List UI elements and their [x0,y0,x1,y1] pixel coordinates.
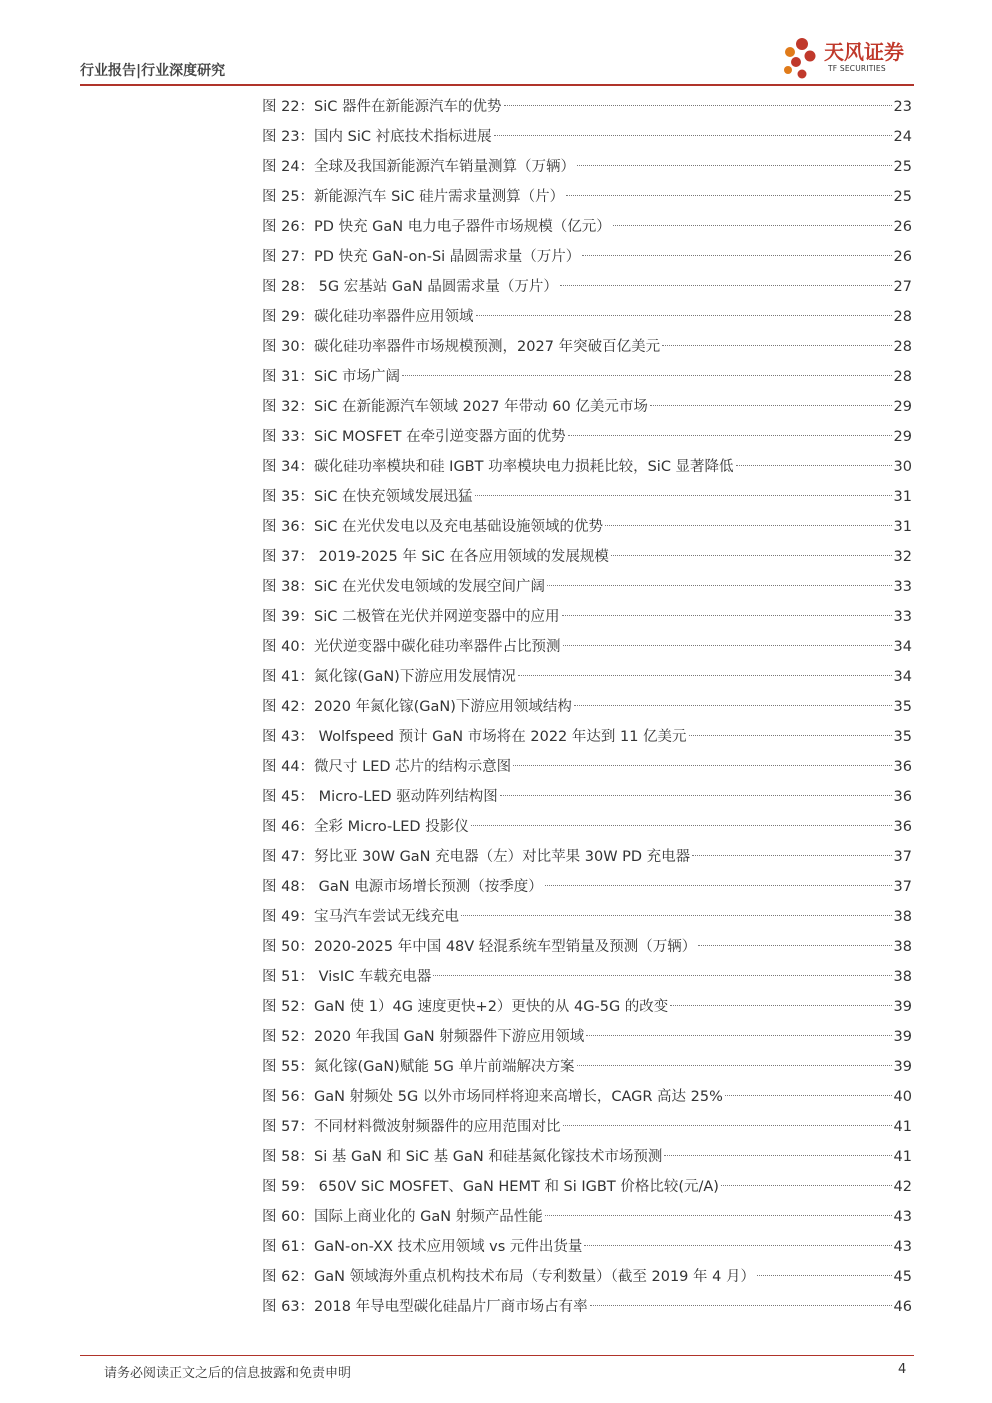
toc-entry-page: 33 [893,609,912,625]
toc-entry[interactable] [262,1022,912,1052]
figure-list [262,92,912,1322]
logo-name: 天风证券 [824,40,904,64]
toc-entry-label: 图 38：SiC 在光伏发电领域的发展空间广阔 [262,579,546,595]
toc-entry-label: 图 30：碳化硅功率器件市场规模预测，2027 年突破百亿美元 [262,339,661,355]
toc-entry[interactable] [262,1052,912,1082]
dot-leader [475,495,892,496]
toc-entry-label: 图 41：氮化镓(GaN)下游应用发展情况 [262,669,516,685]
dot-leader [471,825,892,826]
toc-entry[interactable] [262,902,912,932]
dot-leader [613,225,892,226]
dot-leader [562,615,892,616]
toc-entry[interactable] [262,602,912,632]
dot-leader [736,465,892,466]
toc-entry-label: 图 49：宝马汽车尝试无线充电 [262,909,460,925]
toc-entry-label: 图 63：2018 年导电型碳化硅晶片厂商市场占有率 [262,1299,588,1315]
toc-entry-label: 图 42：2020 年氮化镓(GaN)下游应用领域结构 [262,699,572,715]
dot-leader [500,795,892,796]
toc-entry[interactable] [262,1232,912,1262]
toc-entry-page: 40 [893,1089,912,1105]
toc-entry-page: 36 [893,819,912,835]
toc-entry-page: 26 [893,219,912,235]
toc-entry-label: 图 40：光伏逆变器中碳化硅功率器件占比预测 [262,639,561,655]
toc-entry-page: 24 [893,129,912,145]
toc-entry-page: 43 [893,1209,912,1225]
toc-entry[interactable] [262,242,912,272]
toc-entry-page: 46 [893,1299,912,1315]
header-divider [80,84,914,86]
toc-entry[interactable] [262,752,912,782]
toc-entry[interactable] [262,182,912,212]
dot-leader [721,1185,892,1186]
toc-entry-label: 图 48： GaN 电源市场增长预测（按季度） [262,879,543,895]
toc-entry-page: 25 [893,189,912,205]
dot-leader [563,1125,892,1126]
dot-leader [650,405,892,406]
toc-entry-page: 31 [893,489,912,505]
toc-entry[interactable] [262,1292,912,1322]
toc-entry-label: 图 27：PD 快充 GaN-on-Si 晶圆需求量（万片） [262,249,581,265]
toc-entry-page: 32 [893,549,912,565]
toc-entry[interactable] [262,1142,912,1172]
tf-securities-logo [780,32,920,82]
toc-entry[interactable] [262,842,912,872]
toc-entry-label: 图 25：新能源汽车 SiC 硅片需求量测算（片） [262,189,565,205]
toc-entry[interactable] [262,272,912,302]
toc-entry[interactable] [262,512,912,542]
toc-entry-page: 23 [893,99,912,115]
dot-leader [547,585,892,586]
toc-entry-page: 34 [893,639,912,655]
toc-entry[interactable] [262,992,912,1022]
toc-entry-page: 28 [893,369,912,385]
toc-entry-page: 31 [893,519,912,535]
dot-leader [577,1065,892,1066]
toc-entry[interactable] [262,302,912,332]
toc-entry-label: 图 36：SiC 在光伏发电以及充电基础设施领域的优势 [262,519,604,535]
toc-entry[interactable] [262,632,912,662]
dot-leader [692,855,891,856]
toc-entry-label: 图 61：GaN-on-XX 技术应用领域 vs 元件出货量 [262,1239,583,1255]
toc-entry-page: 29 [893,429,912,445]
dot-leader [582,255,891,256]
dot-leader [757,1275,892,1276]
toc-entry[interactable] [262,452,912,482]
toc-entry-label: 图 60：国际上商业化的 GaN 射频产品性能 [262,1209,543,1225]
petal-logo-icon [780,32,824,82]
toc-entry-label: 图 23：国内 SiC 衬底技术指标进展 [262,129,492,145]
toc-entry[interactable] [262,1112,912,1142]
dot-leader [563,645,892,646]
toc-entry-page: 38 [893,969,912,985]
toc-entry[interactable] [262,692,912,722]
toc-entry-label: 图 45： Micro-LED 驱动阵列结构图 [262,789,498,805]
dot-leader [586,1035,891,1036]
toc-entry-page: 38 [893,939,912,955]
toc-entry-page: 39 [893,1029,912,1045]
dot-leader [461,915,891,916]
toc-entry-page: 35 [893,729,912,745]
dot-leader [504,105,892,106]
toc-entry-page: 42 [893,1179,912,1195]
toc-entry[interactable] [262,482,912,512]
toc-entry-label: 图 58：Si 基 GaN 和 SiC 基 GaN 和硅基氮化镓技术市场预测 [262,1149,663,1165]
toc-entry-page: 28 [893,339,912,355]
dot-leader [689,735,892,736]
toc-entry-label: 图 47：努比亚 30W GaN 充电器（左）对比苹果 30W PD 充电器 [262,849,691,865]
toc-entry-label: 图 51： VisIC 车载充电器 [262,969,432,985]
toc-entry-page: 35 [893,699,912,715]
toc-entry-label: 图 59： 650V SiC MOSFET、GaN HEMT 和 Si IGBT 价格比较(元/A) [262,1179,719,1195]
toc-entry[interactable] [262,782,912,812]
dot-leader [577,165,891,166]
toc-entry-label: 图 62：GaN 领域海外重点机构技术布局（专利数量）（截至 2019 年 4 月） [262,1269,755,1285]
toc-entry-label: 图 50：2020-2025 年中国 48V 轻混系统车型销量及预测（万辆） [262,939,697,955]
toc-entry-label: 图 28： 5G 宏基站 GaN 晶圆需求量（万片） [262,279,558,295]
toc-entry[interactable] [262,422,912,452]
toc-entry-page: 36 [893,759,912,775]
toc-entry[interactable] [262,932,912,962]
toc-entry-label: 图 37： 2019-2025 年 SiC 在各应用领域的发展规模 [262,549,609,565]
toc-entry-label: 图 43： Wolfspeed 预计 GaN 市场将在 2022 年达到 11 亿美元 [262,729,687,745]
toc-entry-label: 图 32：SiC 在新能源汽车领域 2027 年带动 60 亿美元市场 [262,399,648,415]
dot-leader [560,285,892,286]
toc-entry-label: 图 52：GaN 使 1）4G 速度更快+2）更快的从 4G-5G 的改变 [262,999,669,1015]
toc-entry[interactable] [262,332,912,362]
toc-entry-page: 27 [893,279,912,295]
toc-entry-label: 图 31：SiC 市场广阔 [262,369,401,385]
toc-entry[interactable] [262,722,912,752]
toc-entry-label: 图 29：碳化硅功率器件应用领域 [262,309,474,325]
toc-entry-page: 45 [893,1269,912,1285]
toc-entry-page: 26 [893,249,912,265]
report-type-header: 行业报告|行业深度研究 [80,63,226,79]
toc-entry[interactable] [262,1082,912,1112]
footer-disclaimer: 请务必阅读正文之后的信息披露和免责申明 [104,1366,352,1381]
dot-leader [545,1215,892,1216]
dot-leader [402,375,892,376]
toc-entry[interactable] [262,212,912,242]
dot-leader [725,1095,892,1096]
dot-leader [670,1005,891,1006]
toc-entry-page: 43 [893,1239,912,1255]
toc-entry[interactable] [262,542,912,572]
toc-entry[interactable] [262,812,912,842]
toc-entry-label: 图 56：GaN 射频处 5G 以外市场同样将迎来高增长，CAGR 高达 25% [262,1089,723,1105]
toc-entry-page: 30 [893,459,912,475]
dot-leader [590,1305,892,1306]
dot-leader [662,345,891,346]
toc-entry[interactable] [262,1202,912,1232]
toc-entry-page: 38 [893,909,912,925]
dot-leader [494,135,892,136]
footer-divider [80,1355,914,1356]
toc-entry-page: 33 [893,579,912,595]
dot-leader [545,885,892,886]
dot-leader [574,705,892,706]
toc-entry-page: 41 [893,1149,912,1165]
toc-entry-label: 图 55：氮化镓(GaN)赋能 5G 单片前端解决方案 [262,1059,575,1075]
toc-entry-page: 36 [893,789,912,805]
toc-entry[interactable] [262,1172,912,1202]
dot-leader [611,555,892,556]
toc-entry-page: 41 [893,1119,912,1135]
toc-entry-label: 图 24：全球及我国新能源汽车销量测算（万辆） [262,159,576,175]
toc-entry-label: 图 33：SiC MOSFET 在牵引逆变器方面的优势 [262,429,566,445]
toc-entry-label: 图 35：SiC 在快充领域发展迅猛 [262,489,473,505]
dot-leader [433,975,891,976]
toc-entry-page: 37 [893,879,912,895]
logo-subtitle: TF SECURITIES [828,64,886,73]
page-number: 4 [898,1362,907,1377]
dot-leader [513,765,891,766]
toc-entry-label: 图 39：SiC 二极管在光伏并网逆变器中的应用 [262,609,560,625]
toc-entry-label: 图 34：碳化硅功率模块和硅 IGBT 功率模块电力损耗比较，SiC 显著降低 [262,459,734,475]
dot-leader [698,945,891,946]
toc-entry[interactable] [262,1262,912,1292]
dot-leader [566,195,891,196]
toc-entry-page: 28 [893,309,912,325]
toc-entry-page: 39 [893,999,912,1015]
toc-entry-page: 29 [893,399,912,415]
dot-leader [664,1155,891,1156]
toc-entry[interactable] [262,92,912,122]
toc-entry[interactable] [262,392,912,422]
dot-leader [518,675,892,676]
toc-entry-label: 图 44：微尺寸 LED 芯片的结构示意图 [262,759,512,775]
toc-entry-label: 图 26：PD 快充 GaN 电力电子器件市场规模（亿元） [262,219,611,235]
toc-entry-page: 37 [893,849,912,865]
toc-entry[interactable] [262,662,912,692]
toc-entry[interactable] [262,962,912,992]
toc-entry[interactable] [262,122,912,152]
dot-leader [568,435,892,436]
dot-leader [476,315,892,316]
dot-leader [584,1245,891,1246]
dot-leader [605,525,892,526]
toc-entry[interactable] [262,872,912,902]
toc-entry-label: 图 52：2020 年我国 GaN 射频器件下游应用领域 [262,1029,585,1045]
toc-entry-label: 图 22：SiC 器件在新能源汽车的优势 [262,99,502,115]
toc-entry-page: 39 [893,1059,912,1075]
toc-entry-page: 25 [893,159,912,175]
toc-entry[interactable] [262,152,912,182]
toc-entry-page: 34 [893,669,912,685]
toc-entry[interactable] [262,362,912,392]
toc-entry[interactable] [262,572,912,602]
toc-entry-label: 图 46：全彩 Micro-LED 投影仪 [262,819,469,835]
toc-entry-label: 图 57：不同材料微波射频器件的应用范围对比 [262,1119,561,1135]
